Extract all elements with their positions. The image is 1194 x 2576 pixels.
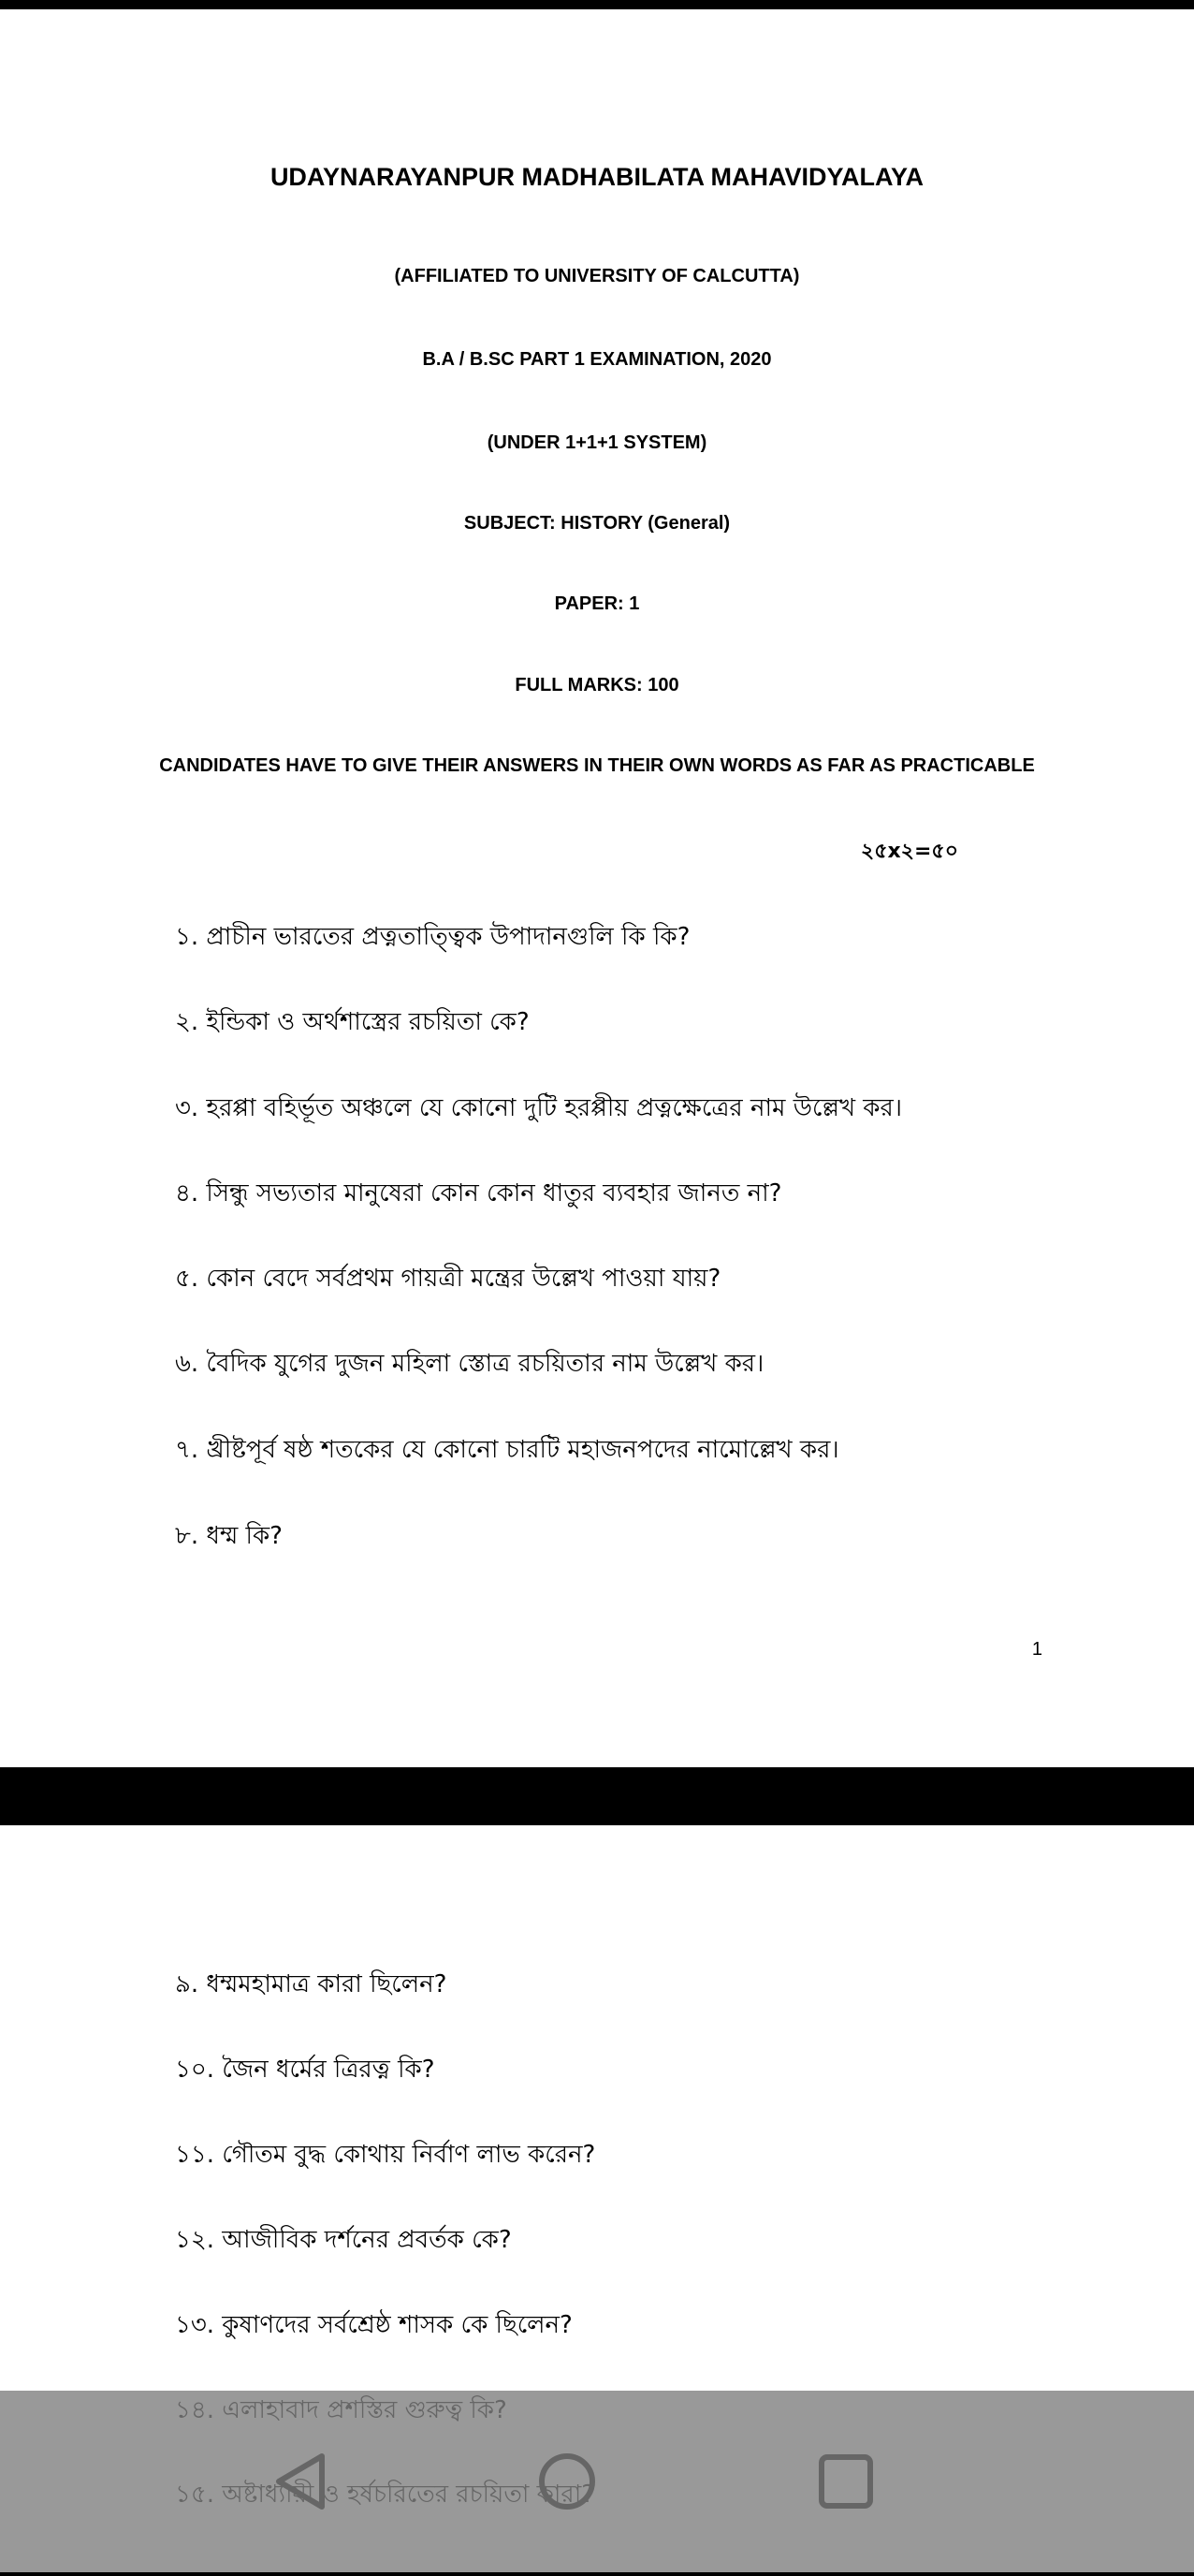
recents-square-icon[interactable] <box>799 2391 893 2576</box>
system-line: (UNDER 1+1+1 SYSTEM) <box>487 432 707 453</box>
subject-line: SUBJECT: HISTORY (General) <box>463 513 731 534</box>
question-item: ৫. কোন বেদে সর্বপ্রথম গায়ত্রী মন্ত্রের উল্লেখ পাওয়া যায়? <box>175 1265 721 1293</box>
instruction-line: CANDIDATES HAVE TO GIVE THEIR ANSWERS IN THEIR OWN WORDS AS FAR AS PRACTICABLE <box>159 755 1035 776</box>
question-item: ৭. খ্রীষ্টপূর্ব ষষ্ঠ শতকের যে কোনো চারটি মহাজনপদের নামোল্লেখ কর। <box>175 1436 839 1464</box>
question-item: ১২. আজীবিক দর্শনের প্রবর্তক কে? <box>175 2226 512 2254</box>
marks-scheme: ২৫x২=৫০ <box>860 840 958 863</box>
question-item: ১৩. কুষাণদের সর্বশ্রেষ্ঠ শাসক কে ছিলেন? <box>175 2311 573 2339</box>
document-page-1 <box>0 9 1194 1767</box>
question-item: ৩. হরপ্পা বহির্ভূত অঞ্চলে যে কোনো দুটি হরপ্পীয় প্রত্নক্ষেত্রের নাম উল্লেখ কর। <box>175 1094 903 1122</box>
affiliation-line: (AFFILIATED TO UNIVERSITY OF CALCUTTA) <box>394 266 800 286</box>
question-item: ৯. ধম্মমহামাত্র কারা ছিলেন? <box>175 1970 447 1998</box>
full-marks-line: FULL MARKS: 100 <box>515 675 679 695</box>
question-item: ৬. বৈদিক যুগের দুজন মহিলা স্তোত্র রচয়িতার নাম উল্লেখ কর। <box>175 1350 764 1378</box>
exam-line: B.A / B.SC PART 1 EXAMINATION, 2020 <box>422 349 772 370</box>
question-item: ৪. সিন্ধু সভ্যতার মানুষেরা কোন কোন ধাতুর ব্যবহার জানত না? <box>175 1179 782 1208</box>
question-item: ১. প্রাচীন ভারতের প্রত্নতাত্ত্বিক উপাদানগুলি কি কি? <box>175 923 691 951</box>
android-navigation-bar <box>0 2391 1194 2572</box>
back-triangle-icon[interactable] <box>253 2391 346 2576</box>
college-title: UDAYNARAYANPUR MADHABILATA MAHAVIDYALAYA <box>269 163 925 191</box>
paper-line: PAPER: 1 <box>554 593 640 614</box>
question-item: ২. ইন্ডিকা ও অর্থশাস্ত্রের রচয়িতা কে? <box>175 1008 530 1036</box>
question-item: ৮. ধম্ম কি? <box>175 1522 283 1550</box>
question-item: ১১. গৌতম বুদ্ধ কোথায় নির্বাণ লাভ করেন? <box>175 2141 596 2169</box>
page-number: 1 <box>1031 1639 1042 1660</box>
home-circle-icon[interactable] <box>520 2391 614 2576</box>
question-item: ১০. জৈন ধর্মের ত্রিরত্ন কি? <box>175 2056 435 2084</box>
